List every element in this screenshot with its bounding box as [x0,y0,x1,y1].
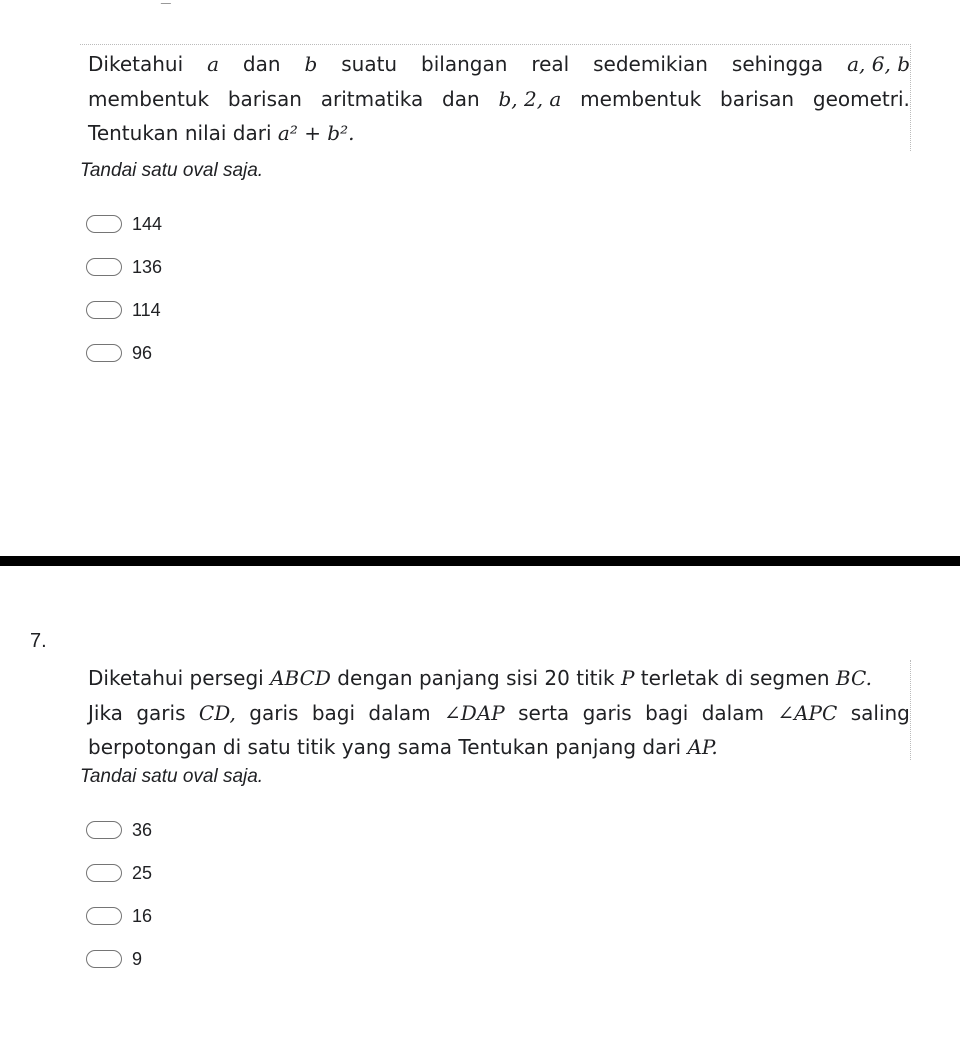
word: barisan [720,87,795,111]
word: dengan panjang sisi 20 titik [337,666,615,690]
radio-oval[interactable] [86,344,122,362]
word: barisan [227,87,302,111]
word: suatu [341,52,398,76]
word: geometri. [812,87,910,111]
word: bagi [645,701,689,725]
word: bagi [311,701,356,725]
math-b-2-a: b, 2, a [498,87,562,111]
word: membentuk [88,87,210,111]
question-6-line-3 [88,121,354,145]
math-a: a [207,52,219,76]
word: Diketahui persegi [88,666,264,690]
word: dalam [701,701,764,725]
word: membentuk [580,87,702,111]
question-6-hint: Tandai satu oval saja. [80,160,264,181]
radio-oval[interactable] [86,950,122,968]
option-label: 9 [132,948,143,969]
word: Tentukan nilai dari [88,121,272,145]
radio-oval[interactable] [86,864,122,882]
math-p: P [620,666,635,690]
section-divider [0,556,960,566]
word: Diketahui [88,52,184,76]
word: real [531,52,570,76]
math-angle-apc: ∠APC [777,701,838,725]
question-6-option-136[interactable] [86,255,162,279]
radio-oval[interactable] [86,258,122,276]
question-6-option-144[interactable] [86,212,162,236]
option-label: 144 [132,213,163,234]
word: garis [582,701,632,725]
word: garis [136,701,186,725]
question-6-line-2 [88,87,910,111]
math-abcd: ABCD [270,666,331,690]
word: dan [442,87,480,111]
option-label: 114 [132,299,161,320]
word: aritmatika [320,87,424,111]
word: serta [518,701,570,725]
math-angle-dap: ∠DAP [444,701,505,725]
word: garis [249,701,299,725]
option-label: 25 [132,862,153,883]
math-ap: AP. [687,735,718,759]
radio-oval[interactable] [86,301,122,319]
question-7-line-2 [88,701,910,725]
word: dalam [368,701,431,725]
word: sedemikian [593,52,708,76]
math-cd: CD, [198,701,236,725]
radio-oval[interactable] [86,215,122,233]
question-7-line-3 [88,735,718,759]
math-b: b [304,52,318,76]
question-7-number: 7. [30,630,47,652]
math-bc: BC. [835,666,872,690]
word: sehingga [731,52,824,76]
radio-oval[interactable] [86,821,122,839]
question-7-option-16[interactable] [86,904,152,928]
word: Jika [88,701,123,725]
word: berpotongan di satu titik yang sama Tentukan panjang dari [88,735,682,759]
option-label: 36 [132,819,153,840]
question-7-option-36[interactable] [86,818,152,842]
math-a-6-b: a, 6, b [847,52,910,76]
radio-oval[interactable] [86,907,122,925]
question-6-line-1 [88,52,910,76]
option-label: 16 [132,905,153,926]
question-6-option-96[interactable] [86,341,152,365]
top-edge-mark [159,0,171,4]
question-7-line-1 [88,666,872,690]
word: bilangan [421,52,508,76]
option-label: 96 [132,342,153,363]
option-label: 136 [132,256,163,277]
question-7-option-25[interactable] [86,861,152,885]
word: saling [850,701,910,725]
math-a2-plus-b2: a² + b². [277,121,355,145]
word: dan [242,52,281,76]
question-7-option-9[interactable] [86,947,142,971]
word: terletak di segmen [640,666,830,690]
question-6-option-114[interactable] [86,298,161,322]
question-7-hint: Tandai satu oval saja. [80,766,264,787]
